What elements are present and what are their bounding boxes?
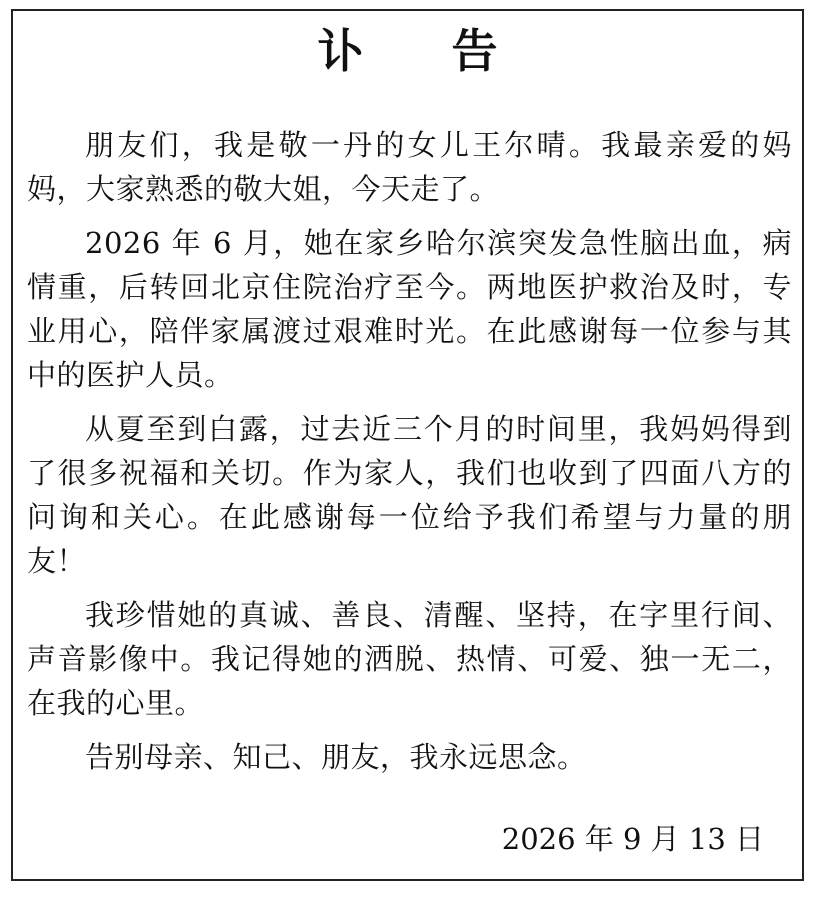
paragraph-memory: 我珍惜她的真诚、善良、清醒、坚持，在字里行间、声音影像中。我记得她的洒脱、热情、可爱、独一无二，在我的心里。 (27, 598, 792, 720)
paragraph-greeting: 朋友们，我是敬一丹的女儿王尔晴。我最亲爱的妈妈，大家熟悉的敬大姐，今天走了。 (27, 128, 792, 206)
notice-date: 2026 年 9 月 13 日 (501, 822, 764, 856)
notice-title: 讣 告 (317, 24, 534, 78)
paragraph-farewell: 告别母亲、知己、朋友，我永远思念。 (85, 740, 587, 774)
paragraph-thanks: 从夏至到白露，过去近三个月的时间里，我妈妈得到了很多祝福和关切。作为家人，我们也收到了四面八方的问询和关心。在此感谢每一位给予我们希望与力量的朋友！ (27, 412, 792, 578)
notice-body (27, 123, 792, 789)
notice-frame (11, 9, 804, 881)
paragraph-illness: 2026 年 6 月，她在家乡哈尔滨突发急性脑出血，病情重，后转回北京住院治疗至今。两地医护救治及时，专业用心，陪伴家属渡过艰难时光。在此感谢每一位参与其中的医护人员。 (27, 226, 792, 392)
